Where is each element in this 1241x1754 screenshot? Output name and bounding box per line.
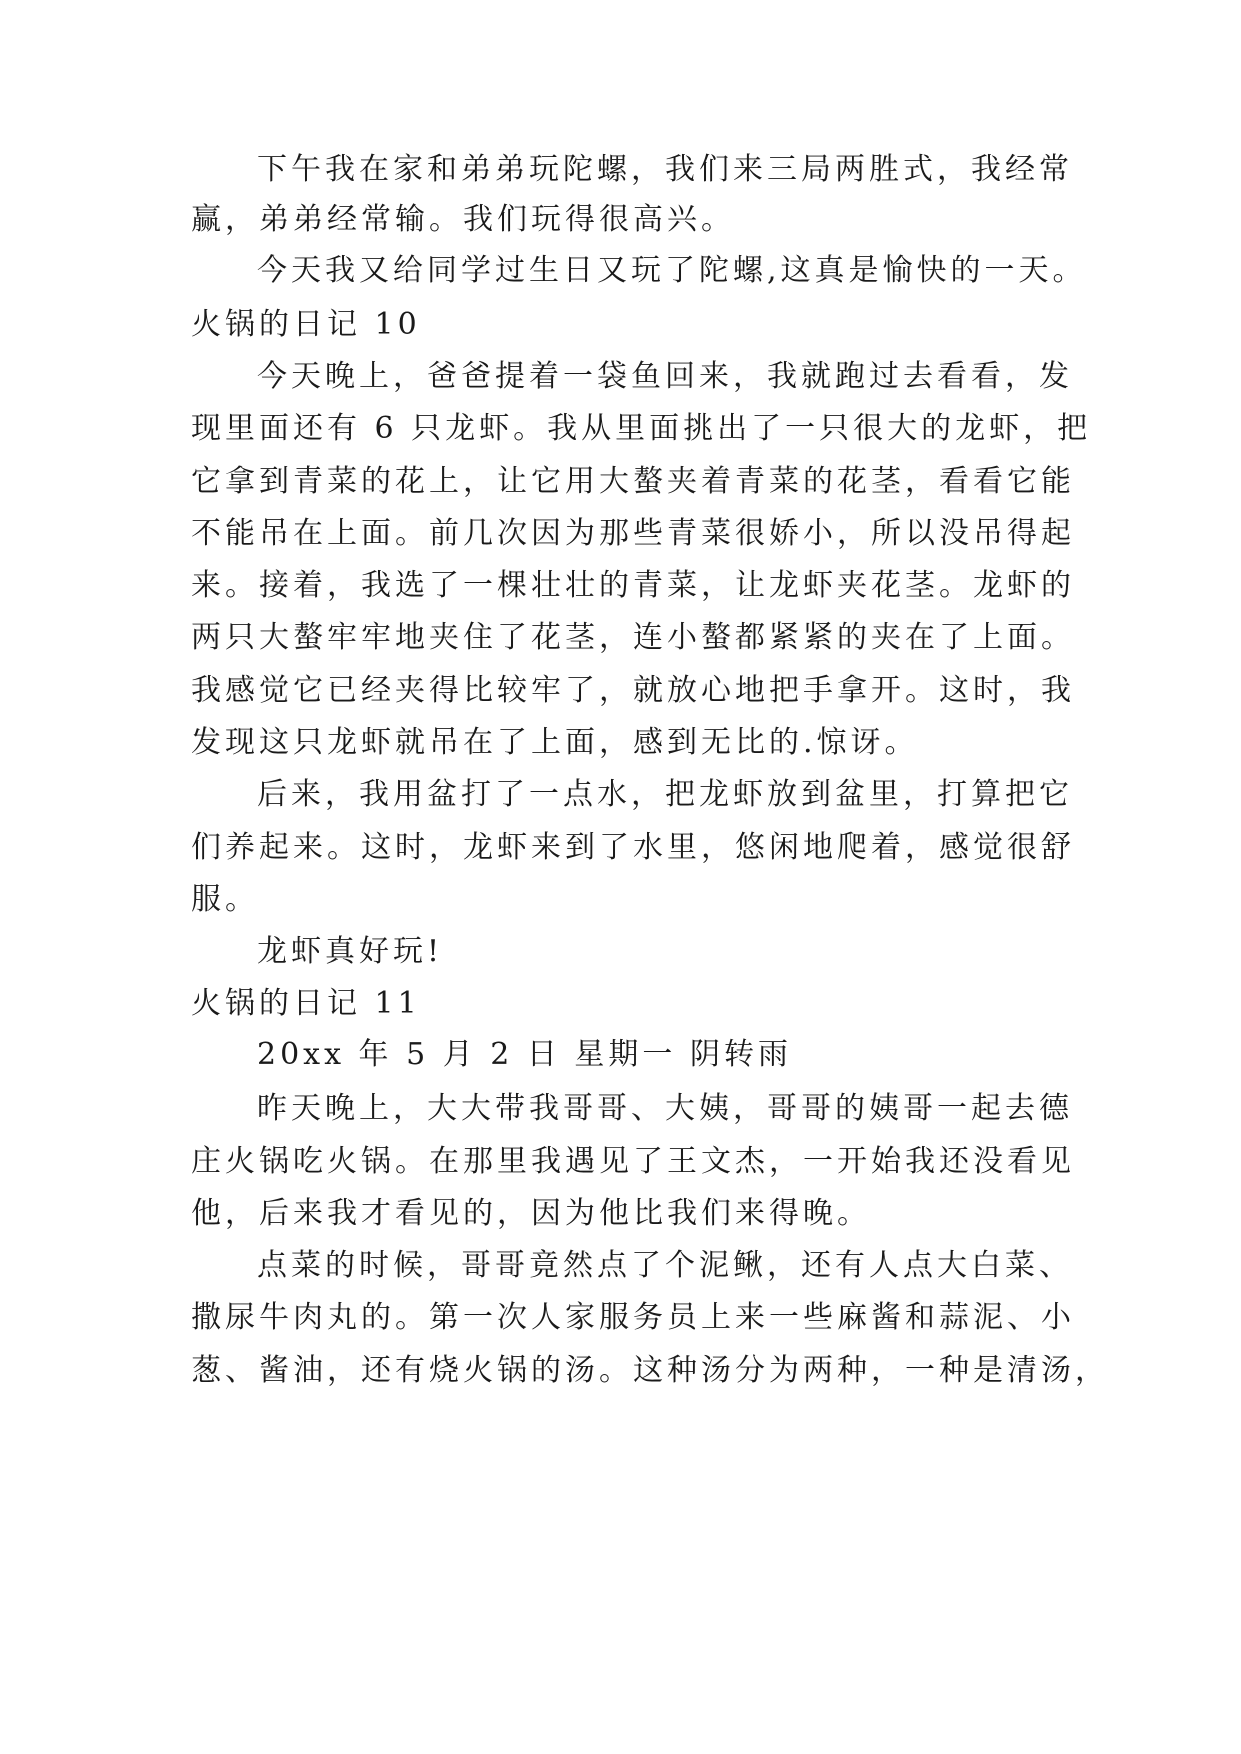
paragraph-line: 们养起来。这时，龙虾来到了水里，悠闲地爬着，感觉很舒 bbox=[191, 830, 1075, 865]
paragraph-line: 来。接着，我选了一棵壮壮的青菜，让龙虾夹花茎。龙虾的 bbox=[191, 568, 1075, 603]
paragraph-line: 它拿到青菜的花上，让它用大螯夹着青菜的花茎，看看它能 bbox=[191, 464, 1075, 499]
paragraph-line: 不能吊在上面。前几次因为那些青菜很娇小，所以没吊得起 bbox=[191, 516, 1075, 551]
paragraph-line: 龙虾真好玩! bbox=[257, 934, 444, 969]
paragraph-line: 昨天晚上，大大带我哥哥、大姨，哥哥的姨哥一起去德 bbox=[257, 1091, 1073, 1126]
paragraph-line: 赢，弟弟经常输。我们玩得很高兴。 bbox=[191, 202, 735, 237]
paragraph-line: 今天我又给同学过生日又玩了陀螺,这真是愉快的一天。 bbox=[257, 253, 1087, 288]
paragraph-line: 服。 bbox=[191, 882, 259, 917]
paragraph-line: 我感觉它已经夹得比较牢了，就放心地把手拿开。这时，我 bbox=[191, 673, 1075, 708]
paragraph-line: 点菜的时候，哥哥竟然点了个泥鳅，还有人点大白菜、 bbox=[257, 1248, 1073, 1283]
paragraph-line: 下午我在家和弟弟玩陀螺，我们来三局两胜式，我经常 bbox=[257, 152, 1073, 187]
paragraph-line: 他，后来我才看见的，因为他比我们来得晚。 bbox=[191, 1196, 871, 1231]
paragraph-line: 葱、酱油，还有烧火锅的汤。这种汤分为两种，一种是清汤， bbox=[191, 1353, 1109, 1388]
paragraph-line: 今天晚上，爸爸提着一袋鱼回来，我就跑过去看看，发 bbox=[257, 359, 1073, 394]
paragraph-line: 发现这只龙虾就吊在了上面，感到无比的.惊讶。 bbox=[191, 725, 919, 760]
paragraph-line: 现里面还有 6 只龙虾。我从里面挑出了一只很大的龙虾，把 bbox=[191, 411, 1092, 446]
paragraph-line: 两只大螯牢牢地夹住了花茎，连小螯都紧紧的夹在了上面。 bbox=[191, 620, 1075, 655]
section-heading: 火锅的日记 11 bbox=[191, 986, 421, 1021]
section-heading: 火锅的日记 10 bbox=[191, 307, 421, 342]
date-line: 20xx 年 5 月 2 日 星期一 阴转雨 bbox=[257, 1037, 792, 1072]
paragraph-line: 撒尿牛肉丸的。第一次人家服务员上来一些麻酱和蒜泥、小 bbox=[191, 1300, 1075, 1335]
paragraph-line: 后来，我用盆打了一点水，把龙虾放到盆里，打算把它 bbox=[257, 777, 1073, 812]
paragraph-line: 庄火锅吃火锅。在那里我遇见了王文杰，一开始我还没看见 bbox=[191, 1144, 1075, 1179]
